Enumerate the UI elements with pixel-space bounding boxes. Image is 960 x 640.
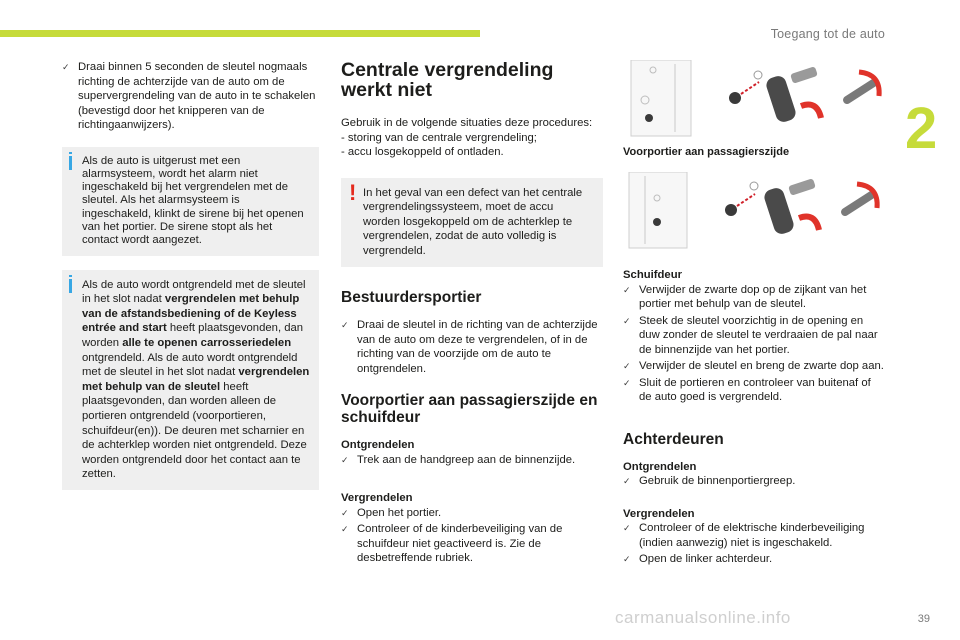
door-lock-illustration <box>623 172 885 252</box>
info-text: Als de auto wordt ontgrendeld met de sleutel in het slot nadat <box>82 278 306 306</box>
info-text-bold: vergrendelen met behulp van de sleutel <box>82 366 310 393</box>
warning-box <box>341 178 603 268</box>
list-item: - storing van de centrale vergrendeling; <box>341 131 537 144</box>
accent-bar <box>0 30 480 37</box>
column-middle <box>341 60 603 568</box>
bullet-refit-cap: ✓ Verwijder de sleutel en breng de zwarte dop aan. <box>623 359 885 374</box>
door-lock-illustration <box>623 172 885 252</box>
bullet-driver-key: ✓ Draai de sleutel in de richting van de achterzijde van de auto om deze te vergrendelen, of in de richting van de voorzijde om de auto te ontgrendelen. <box>341 318 603 376</box>
info-text: heeft plaatsgevonden, dan worden <box>82 322 304 349</box>
label-lock: Vergrendelen <box>341 492 413 504</box>
page-title: Centrale vergrendeling werkt niet <box>341 59 554 101</box>
heading-front-passenger: Voorportier aan passagierszijde en schuifdeur <box>341 392 598 426</box>
page-number: 39 <box>917 613 930 625</box>
label-unlock: Ontgrendelen <box>623 460 697 473</box>
bullet-unlock: ✓ Trek aan de handgreep aan de binnenzijde. <box>341 453 603 468</box>
column-right <box>623 60 885 569</box>
info-box-alarm <box>62 147 319 256</box>
info-icon <box>69 156 72 170</box>
heading-driver-door: Bestuurdersportier <box>341 289 482 306</box>
column-left <box>62 60 319 490</box>
watermark: carmanualsonline.info <box>615 608 791 627</box>
bullet-lock-child: ✓ Controleer of de kinderbeveiliging van de schuifdeur niet geactiveerd is. Zie de desbetreffende rubriek. <box>341 522 603 566</box>
section-header: Toegang tot de auto <box>770 27 885 41</box>
chapter-number: 2 <box>905 96 938 161</box>
bullet-rear-unlock: ✓ Gebruik de binnenportiergreep. <box>623 474 885 489</box>
bullet-lock-open: ✓ Open het portier. <box>341 506 603 521</box>
info-text-bold: alle te openen carrosseriedelen <box>122 336 292 349</box>
bullet-superlock: ✓ Draai binnen 5 seconden de sleutel nogmaals richting de achterzijde van de auto om de supervergrendeling van de auto in te schakelen (bevestigd door het knipperen van de richtingaanwijzers). <box>62 60 319 133</box>
intro-text: Gebruik in de volgende situaties deze procedures: <box>341 117 593 129</box>
label-unlock: Ontgrendelen <box>341 439 415 451</box>
warning-icon: ! <box>349 179 357 205</box>
door-lock-illustration <box>623 60 885 140</box>
heading-rear-doors: Achterdeuren <box>623 430 724 448</box>
door-lock-illustration <box>623 60 885 140</box>
label-sliding-door: Schuifdeur <box>623 269 682 281</box>
info-box-unlock <box>62 270 319 490</box>
info-text-bold: vergrendelen met behulp van de afstandsbediening of de Keyless entrée and start <box>82 293 300 335</box>
warning-text: In het geval van een defect van het centrale vergrendelingssysteem, moet de accu worden losgekoppeld om de achterklep te vergrendelen, zodat de auto volledig is vergrendeld. <box>363 186 583 257</box>
info-text-alarm: Als de auto is uitgerust met een alarmsysteem, wordt het alarm niet ingeschakeld bij het vergrendelen met de sleutel. Als het alarmsysteem is ingeschakeld, klinkt de sirene bij het openen van het portier. De sirene stopt als het contact wordt aangezet. <box>82 154 304 247</box>
bullet-remove-cap: ✓ Verwijder de zwarte dop op de zijkant van het portier met behulp van de sleutel. <box>623 283 885 312</box>
figure-caption: Voorportier aan passagierszijde <box>623 146 790 158</box>
bullet-rear-open: ✓ Open de linker achterdeur. <box>623 552 885 567</box>
info-text: ontgrendeld. Als de auto wordt ontgrendeld met de sleutel in het slot nadat <box>82 351 298 379</box>
list-item: - accu losgekoppeld of ontladen. <box>341 146 504 158</box>
bullet-check-locked: ✓ Sluit de portieren en controleer van buitenaf of de auto goed is vergrendeld. <box>623 376 885 405</box>
label-lock: Vergrendelen <box>623 507 695 520</box>
bullet-insert-key: ✓ Steek de sleutel voorzichtig in de opening en duw zonder de sleutel te verdraaien de pal naar de binnenzijde van het portier. <box>623 314 885 358</box>
bullet-rear-child: ✓ Controleer of de elektrische kinderbeveiliging (indien aanwezig) niet is ingeschakeld. <box>623 521 885 550</box>
info-text: heeft plaatsgevonden, dan worden alleen de portieren ontgrendeld (voorportieren, schuifdeur(en)). De deuren met scharnier en de achterklep worden niet ontgrendeld. Deze worden ontgrendeld door het contact aan te zetten. <box>82 380 307 481</box>
info-icon <box>69 279 72 293</box>
